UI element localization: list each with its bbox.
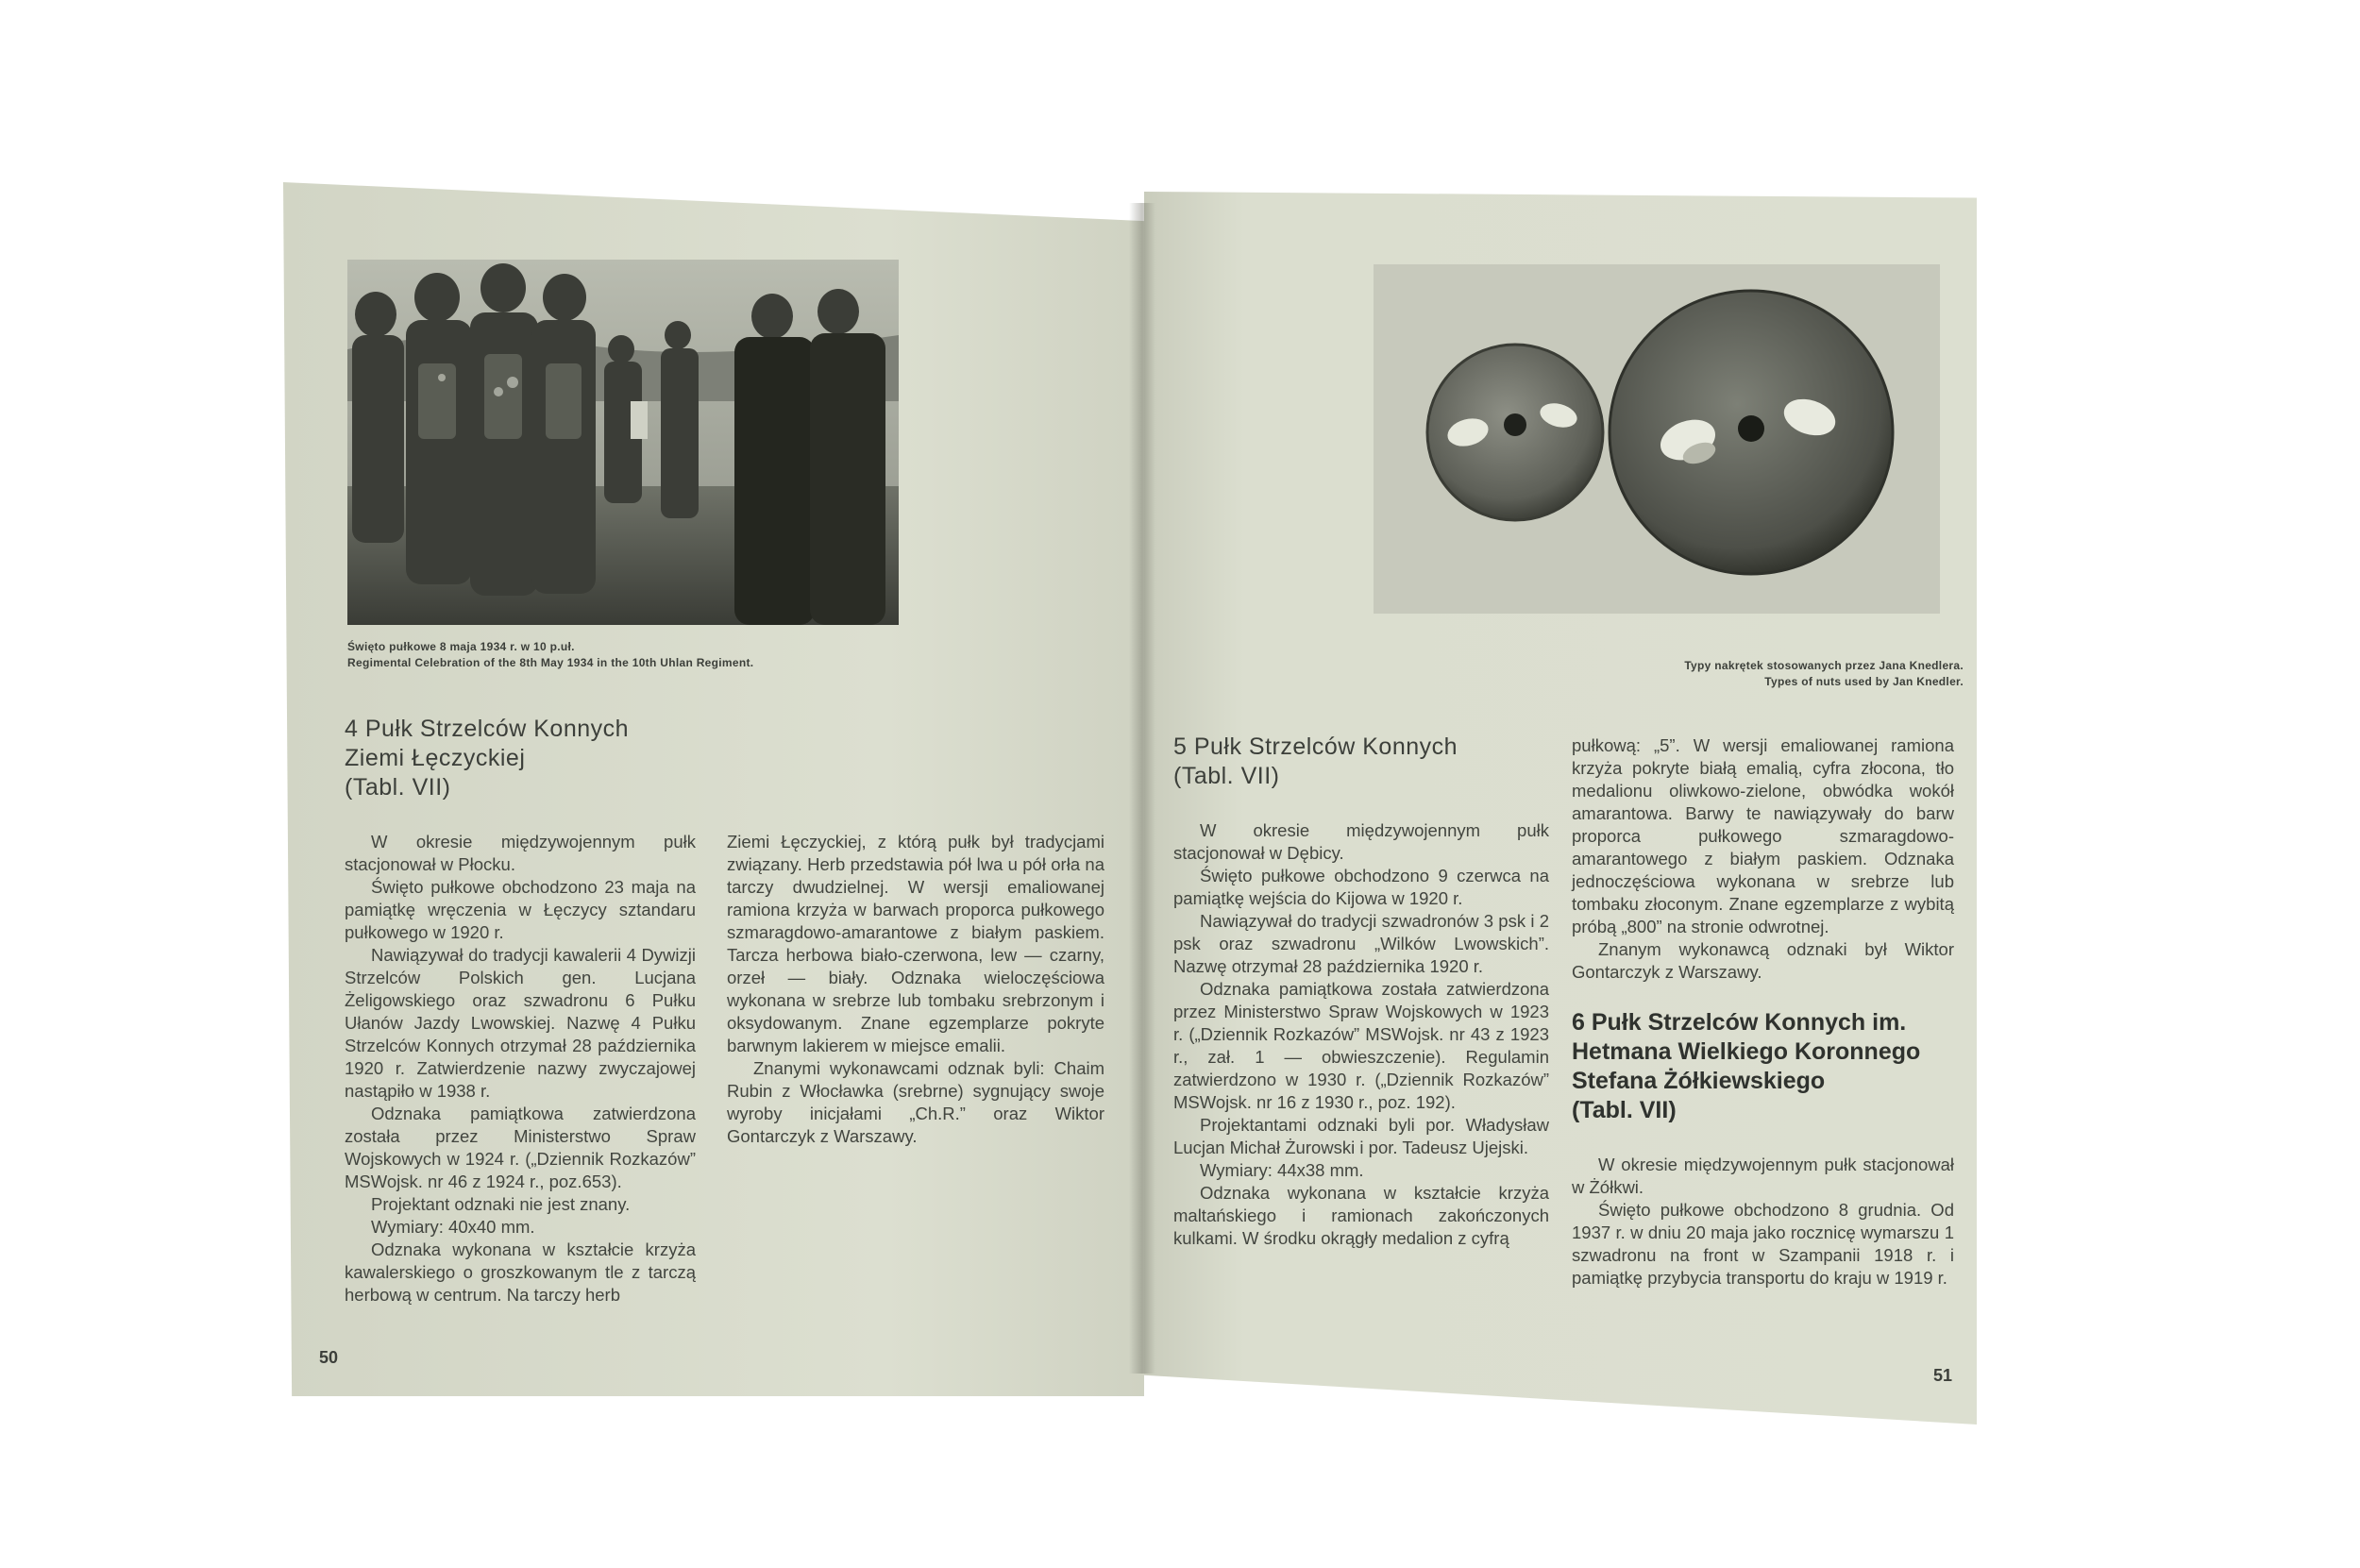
paragraph: Święto pułkowe obchodzono 9 czerwca na pamiątkę wejścia do Kijowa w 1920 r. [1173, 866, 1549, 908]
heading-line-3: (Tabl. VII) [345, 774, 451, 801]
nuts-photo [1374, 264, 1940, 614]
section-heading-6-psk [1572, 1008, 1954, 1125]
caption-pl: Typy nakrętek stosowanych przez Jana Knedlera. [1684, 659, 1964, 672]
book-gutter [1129, 203, 1155, 1374]
paragraph: Znanym wykonawcą odznaki był Wiktor Gontarczyk z Warszawy. [1572, 939, 1954, 982]
caption-en: Regimental Celebration of the 8th May 1934 in the 10th Uhlan Regiment. [347, 656, 754, 669]
paragraph: Ziemi Łęczyckiej, z którą pułk był tradycjami związany. Herb przedstawia pół lwa u pół orła na tarczy dwudzielnej. W wersji emaliowanej ramiona krzyża w barwach proporca pułkowego szmaragdowo-amarantowe z białym paskiem. Tarcza herbowa biało-czerwona, lew — czarny, orzeł — biały. Odznaka wieloczęściowa wykonana w srebrze lub tombaku srebrzonym i oksydowanym. Znane egzemplarze pokryte barwnym lakierem w miejsce emalii. [727, 832, 1104, 1055]
heading-line-1: 4 Pułk Strzelców Konnych [345, 716, 630, 742]
heading-line-2: (Tabl. VII) [1173, 763, 1280, 789]
paragraph: Odznaka pamiątkowa została zatwierdzona przez Ministerstwo Spraw Wojskowych w 1923 r. („Dziennik Rozkazów” MSWojsk. nr 43 z 1923 r., zał. 1 — obwieszczenie). Regulamin zatwierdzono w 1930 r. („Dziennik Rozkazów” MSWojsk. nr 16 z 1930 r., poz. 192). [1173, 979, 1549, 1112]
photo-caption-left [347, 639, 914, 671]
left-column-1 [345, 831, 696, 1307]
right-column-1 [1173, 819, 1549, 1250]
heading-line-2: Hetmana Wielkiego Koronnego [1572, 1038, 1921, 1065]
paragraph: Nawiązywał do tradycji szwadronów 3 psk i 2 psk oraz szwadronu „Wilków Lwowskich”. Nazwę otrzymał 28 października 1920 r. [1173, 911, 1549, 976]
section-heading-4-psk [345, 715, 769, 802]
soldiers-photo-drawing [347, 260, 899, 625]
soldiers-photo [347, 260, 899, 625]
heading-line-1: 5 Pułk Strzelców Konnych [1173, 733, 1458, 760]
paragraph: Odznaka wykonana w kształcie krzyża maltańskiego i ramionach zakończonych kulkami. W środku okrągły medalion z cyfrą [1173, 1183, 1549, 1248]
paragraph: Znanymi wykonawcami odznak byli: Chaim Rubin z Włocławka (srebrne) sygnujący swoje wyroby inicjałami „Ch.R.” oraz Wiktor Gontarczyk z Warszawy. [727, 1058, 1104, 1146]
paragraph: Święto pułkowe obchodzono 23 maja na pamiątkę wręczenia w Łęczycy sztandaru pułkowego w 1920 r. [345, 877, 696, 942]
page-number-left: 50 [319, 1348, 339, 1367]
paragraph: Nawiązywał do tradycji kawalerii 4 Dywizji Strzelców Polskich gen. Lucjana Żeligowskiego oraz szwadronu 6 Pułku Ułanów Jazdy Lwowskiej. Nazwę 4 Pułku Strzelców Konnych otrzymał 28 października 1920 r. Zatwierdzenie nazwy zwyczajowej nastąpiło w 1938 r. [345, 945, 696, 1101]
paragraph: W okresie międzywojennym pułk stacjonował w Żółkwi. [1572, 1155, 1954, 1197]
right-column-2 [1572, 734, 1954, 1290]
paragraph: Odznaka wykonana w kształcie krzyża kawalerskiego o groszkowanym tle z tarczą herbową w centrum. Na tarczy herb [345, 1239, 696, 1305]
paragraph: Odznaka pamiątkowa zatwierdzona została przez Ministerstwo Spraw Wojskowych w 1924 r. („Dziennik Rozkazów” MSWojsk. nr 46 z 1924 r., poz.653). [345, 1104, 696, 1191]
paragraph: Święto pułkowe obchodzono 8 grudnia. Od 1937 r. w dniu 20 maja jako rocznicę wymarszu 1 szwadronu na front w Szampanii 1918 r. i pamiątkę przybycia transportu do kraju w 1919 r. [1572, 1200, 1954, 1288]
page-number-right: 51 [1933, 1366, 1953, 1385]
paragraph: Wymiary: 40x40 mm. [371, 1217, 535, 1237]
left-column-2 [727, 831, 1104, 1148]
section-heading-5-psk [1173, 733, 1579, 791]
caption-pl: Święto pułkowe 8 maja 1934 r. w 10 p.uł. [347, 640, 575, 653]
caption-en: Types of nuts used by Jan Knedler. [1764, 675, 1964, 688]
heading-line-2: Ziemi Łęczyckiej [345, 745, 526, 771]
paragraph: W okresie międzywojennym pułk stacjonował w Dębicy. [1173, 820, 1549, 863]
heading-line-3: Stefana Żółkiewskiego [1572, 1068, 1826, 1094]
paragraph: pułkową: „5”. W wersji emaliowanej ramiona krzyża pokryte białą emalią, cyfra złocona, tło medalionu oliwkowo-zielone, obwódka wokół amarantowa. Barwy te nawiązywały do barw proporca pułkowego szmaragdowo-amarantowego z białym paskiem. Odznaka jednoczęściowa wykonana w srebrze lub tombaku złoconym. Znane egzemplarze z wybitą próbą „800” na stronie odwrotnej. [1572, 735, 1954, 936]
heading-line-4: (Tabl. VII) [1572, 1097, 1677, 1123]
photo-caption-right [1548, 658, 1964, 690]
heading-line-1: 6 Pułk Strzelców Konnych im. [1572, 1009, 1907, 1036]
paragraph: Wymiary: 44x38 mm. [1200, 1160, 1364, 1180]
paragraph: Projektantami odznaki byli por. Władysław Lucjan Michał Żurowski i por. Tadeusz Ujejski. [1173, 1115, 1549, 1157]
nuts-photo-drawing [1374, 264, 1940, 614]
paragraph: W okresie międzywojennym pułk stacjonował w Płocku. [345, 832, 696, 874]
paragraph: Projektant odznaki nie jest znany. [371, 1194, 631, 1214]
